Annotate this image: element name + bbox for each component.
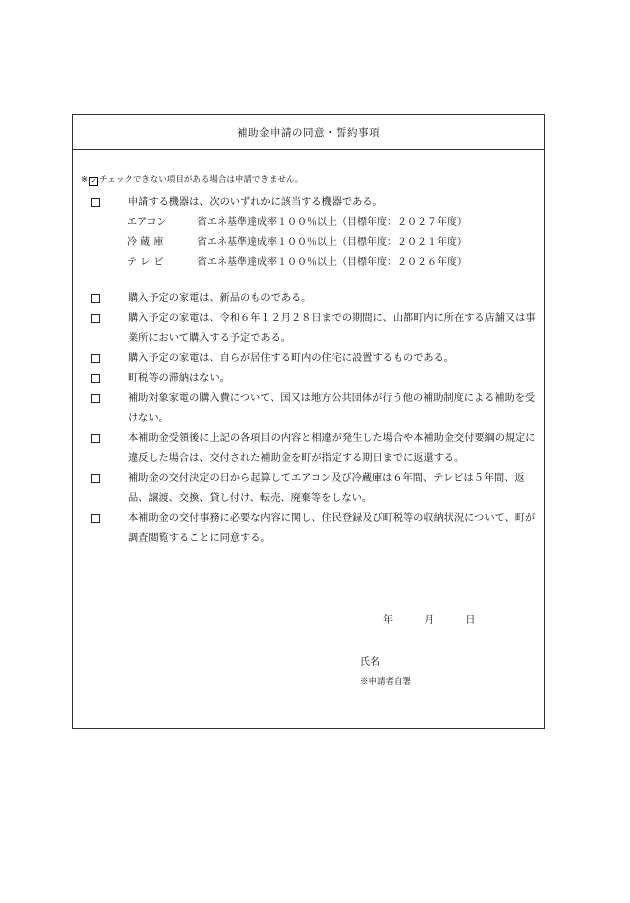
consent-item-text: 町税等の滞納はない。: [128, 373, 230, 384]
device-row-aircon: [89, 213, 541, 233]
checkbox-7[interactable]: [91, 434, 100, 443]
consent-item-text: 購入予定の家電は、新品のものである。: [128, 293, 312, 304]
note-prefix: ※: [81, 175, 89, 185]
consent-item-text: 本補助金の交付事務に必要な内容に関し、住民登録及び町税等の収納状況について、町が調査閲覧することに同意する。: [128, 513, 536, 544]
date-year: 年: [383, 615, 393, 626]
signature-note: ※申請者自署: [360, 677, 412, 687]
date-line: [383, 611, 475, 626]
consent-item-9: [89, 509, 541, 549]
device-label: エアコン: [127, 217, 167, 228]
device-criteria: 省エネ基準達成率１００％以上（目標年度：２０２７年度）: [197, 217, 467, 228]
consent-item-7: [89, 429, 541, 469]
checked-box-icon: ✓: [90, 177, 97, 185]
device-criteria: 省エネ基準達成率１００％以上（目標年度：２０２６年度）: [197, 257, 467, 268]
consent-item-text: 購入予定の家電は、令和６年１２月２８日までの期間に、山都町内に所在する店舗又は事業所において購入する予定である。: [128, 313, 536, 344]
checkbox-6[interactable]: [91, 394, 100, 403]
consent-item-text: 補助金の交付決定の日から起算してエアコン及び冷蔵庫は６年間、テレビは５年間、返品、譲渡、交換、貸し付け、転売、廃棄等をしない。: [128, 473, 525, 504]
consent-item-3: [89, 309, 541, 349]
consent-item-5: [89, 369, 541, 389]
consent-item-6: [89, 389, 541, 429]
checkbox-4[interactable]: [91, 354, 100, 363]
checkbox-2[interactable]: [91, 294, 100, 303]
consent-item-2: [89, 289, 541, 309]
date-day: 日: [465, 615, 476, 626]
note-text: チェックできない項目がある場合は申請できません。: [99, 175, 304, 185]
checkbox-3[interactable]: [91, 314, 100, 323]
consent-item-8: [89, 469, 541, 509]
consent-item-text: 補助対象家電の購入費について、国又は地方公共団体が行う他の補助制度による補助を受けない。: [128, 393, 536, 424]
device-label: テ レ ビ: [127, 257, 164, 268]
consent-item-text: 本補助金受領後に上記の各項目の内容と相違が発生した場合や本補助金交付要綱の規定に違反した場合は、交付された補助金を町が指定する期日までに返還する。: [128, 433, 536, 464]
device-criteria: 省エネ基準達成率１００％以上（目標年度：２０２１年度）: [197, 237, 467, 248]
date-month: 月: [424, 615, 435, 626]
name-label: 氏名: [360, 657, 380, 668]
device-row-fridge: [89, 233, 541, 253]
form-title: 補助金申請の同意・誓約事項: [73, 115, 544, 150]
consent-item-list: [89, 193, 541, 549]
consent-item-text: 購入予定の家電は、自らが居住する町内の住宅に設置するものである。: [128, 353, 454, 364]
device-row-tv: [89, 253, 541, 273]
consent-item-4: [89, 349, 541, 369]
instruction-note: [81, 173, 303, 186]
checkbox-8[interactable]: [91, 474, 100, 483]
checkbox-9[interactable]: [91, 514, 100, 523]
checkbox-1[interactable]: [91, 198, 100, 207]
consent-item-1: [89, 193, 541, 213]
checkbox-5[interactable]: [91, 374, 100, 383]
device-label: 冷 蔵 庫: [127, 237, 164, 248]
consent-form: [72, 114, 545, 729]
consent-item-text: 申請する機器は、次のいずれかに該当する機器である。: [128, 197, 383, 208]
